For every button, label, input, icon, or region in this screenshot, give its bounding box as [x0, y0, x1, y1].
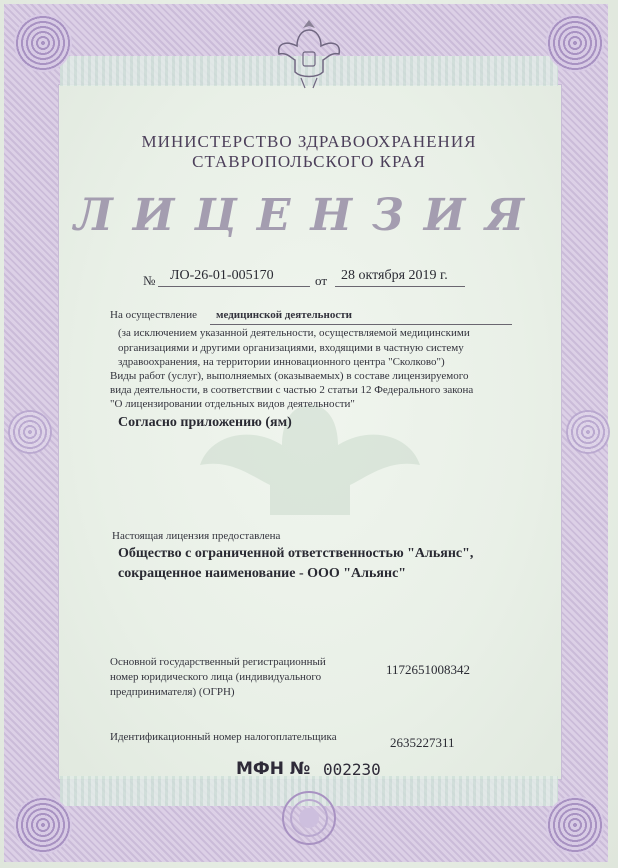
licensee-name-line-1: Общество с ограниченной ответственностью "Альянс",: [118, 546, 474, 561]
license-date-prefix: от: [315, 273, 328, 288]
activity-underline: [210, 324, 512, 325]
side-medal-right: [566, 410, 610, 454]
corner-rosette-bottom-left: [14, 796, 72, 854]
activity-note-line-1: (за исключением указанной деятельности, осуществляемой медицинскими: [118, 327, 470, 339]
licensee-label: Настоящая лицензия предоставлена: [112, 530, 281, 542]
side-medal-left: [8, 410, 52, 454]
license-date: 28 октября 2019 г.: [341, 268, 448, 283]
inn-label: Идентификационный номер налогоплательщика: [110, 731, 337, 743]
document-title: ЛИЦЕНЗИЯ: [73, 190, 545, 241]
works-line-3: "О лицензировании отдельных видов деятельности": [110, 398, 355, 410]
inn-value: 2635227311: [390, 735, 455, 750]
form-number: 002230: [323, 760, 381, 779]
license-date-underline: [335, 286, 465, 287]
activity-value: медицинской деятельности: [216, 309, 352, 321]
license-number-prefix: №: [143, 273, 156, 288]
ogrn-label-line-1: Основной государственный регистрационный: [110, 656, 326, 668]
license-number: ЛО-26-01-005170: [170, 268, 274, 283]
activity-label: На осуществление: [110, 309, 197, 321]
activity-note-line-3: здравоохранения, на территории инновационного центра "Сколково"): [118, 356, 445, 368]
activity-note-line-2: организациями и другими организациями, входящими в частную систему: [118, 342, 464, 354]
ministry-line-1: МИНИСТЕРСТВО ЗДРАВООХРАНЕНИЯ: [141, 132, 477, 151]
corner-rosette-bottom-right: [546, 796, 604, 854]
works-value: Согласно приложению (ям): [118, 415, 292, 430]
works-line-2: вида деятельности, в соответствии с частью 2 статьи 12 Федерального закона: [110, 384, 474, 396]
works-line-1: Виды работ (услуг), выполняемых (оказываемых) в составе лицензируемого: [110, 370, 469, 382]
ogrn-label-line-2: номер юридического лица (индивидуального: [110, 671, 322, 683]
license-number-underline: [158, 286, 310, 287]
form-series: МФН №: [236, 759, 311, 779]
ogrn-value: 1172651008342: [386, 662, 471, 677]
corner-rosette-top-right: [546, 14, 604, 72]
coat-of-arms-emblem: [271, 14, 347, 94]
ministry-line-2: СТАВРОПОЛЬСКОГО КРАЯ: [192, 152, 426, 171]
ogrn-label-line-3: предпринимателя) (ОГРН): [110, 686, 235, 698]
licensee-name-line-2: сокращенное наименование - ООО "Альянс": [118, 566, 407, 581]
bottom-rosette-emblem: [268, 786, 350, 846]
corner-rosette-top-left: [14, 14, 72, 72]
